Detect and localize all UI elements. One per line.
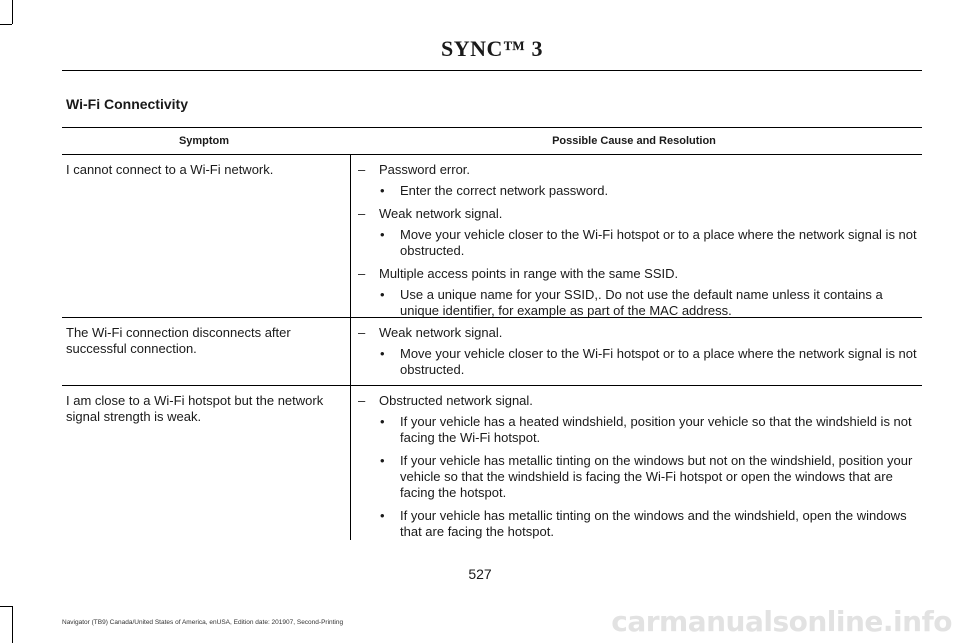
resolution-text: Move your vehicle closer to the Wi-Fi hotspot or to a place where the network signal is not obstructed. (400, 227, 917, 258)
dash-marker: – (358, 325, 366, 340)
column-header-symptom: Symptom (178, 135, 230, 147)
cause-item (358, 206, 922, 222)
resolution-text: If your vehicle has metallic tinting on the windows but not on the windshield, position your vehicle so that the windshield is facing the Wi-Fi hotspot or open the windows that are facing the hotspot. (400, 453, 913, 500)
crop-mark-bottom-left-vertical (12, 606, 13, 643)
section-title: Wi-Fi Connectivity (66, 96, 188, 112)
crop-mark-top-left-vertical (12, 0, 13, 24)
column-divider (350, 155, 351, 317)
page-number: 527 (468, 566, 492, 582)
footer-edition-info: Navigator (TB9) Canada/United States of America, enUSA, Edition date: 201907, Second-Printing (62, 619, 344, 626)
column-divider (350, 318, 351, 385)
troubleshooting-table (62, 127, 922, 540)
resolution-text: Enter the correct network password. (400, 183, 609, 198)
table-row (62, 155, 922, 318)
resolution-bullet (358, 453, 922, 501)
resolution-bullet (358, 414, 922, 446)
crop-mark-bottom-left-horizontal (0, 606, 12, 607)
dash-marker: – (358, 206, 366, 221)
table-row (62, 386, 922, 540)
bullet-marker: • (380, 227, 385, 242)
cause-text: Weak network signal. (379, 325, 503, 340)
dash-marker: – (358, 266, 366, 281)
resolution-bullet (358, 346, 922, 378)
column-header-resolution: Possible Cause and Resolution (552, 135, 716, 147)
resolution-text: Use a unique name for your SSID,. Do not use the default name unless it contains a unique identifier, for example as part of the MAC address. (400, 287, 883, 318)
symptom-cell: I cannot connect to a Wi-Fi network. (66, 162, 274, 177)
bullet-marker: • (380, 346, 385, 361)
resolution-bullet (358, 508, 922, 540)
cause-item (358, 393, 922, 409)
bullet-marker: • (380, 414, 385, 429)
symptom-cell: The Wi-Fi connection disconnects after successful connection. (66, 325, 291, 356)
resolution-text: If your vehicle has metallic tinting on the windows and the windshield, open the windows that are facing the hotspot. (400, 508, 907, 539)
cause-text: Multiple access points in range with the same SSID. (379, 266, 679, 281)
table-row (62, 318, 922, 386)
bullet-marker: • (380, 287, 385, 302)
crop-mark-top-left-horizontal (0, 24, 12, 25)
bullet-marker: • (380, 508, 385, 523)
resolution-bullet (358, 287, 922, 319)
resolution-bullet (358, 183, 922, 199)
bullet-marker: • (380, 453, 385, 468)
resolution-cell (358, 325, 922, 385)
bullet-marker: • (380, 183, 385, 198)
resolution-cell (358, 393, 922, 547)
cause-text: Password error. (379, 162, 471, 177)
watermark: carmanualsonline.info (611, 605, 952, 638)
symptom-cell: I am close to a Wi-Fi hotspot but the network signal strength is weak. (66, 393, 324, 424)
resolution-text: Move your vehicle closer to the Wi-Fi hotspot or to a place where the network signal is not obstructed. (400, 346, 917, 377)
cause-text: Obstructed network signal. (379, 393, 533, 408)
cause-text: Weak network signal. (379, 206, 503, 221)
resolution-bullet (358, 227, 922, 259)
cause-item (358, 162, 922, 178)
cause-item (358, 266, 922, 282)
table-header (62, 127, 922, 155)
page-header-title: SYNC™ 3 (441, 36, 543, 61)
resolution-cell (358, 162, 922, 326)
cause-item (358, 325, 922, 341)
dash-marker: – (358, 393, 366, 408)
resolution-text: If your vehicle has a heated windshield, position your vehicle so that the windshield is not facing the Wi-Fi hotspot. (400, 414, 912, 445)
page-header (62, 0, 922, 71)
column-divider (350, 386, 351, 540)
dash-marker: – (358, 162, 366, 177)
